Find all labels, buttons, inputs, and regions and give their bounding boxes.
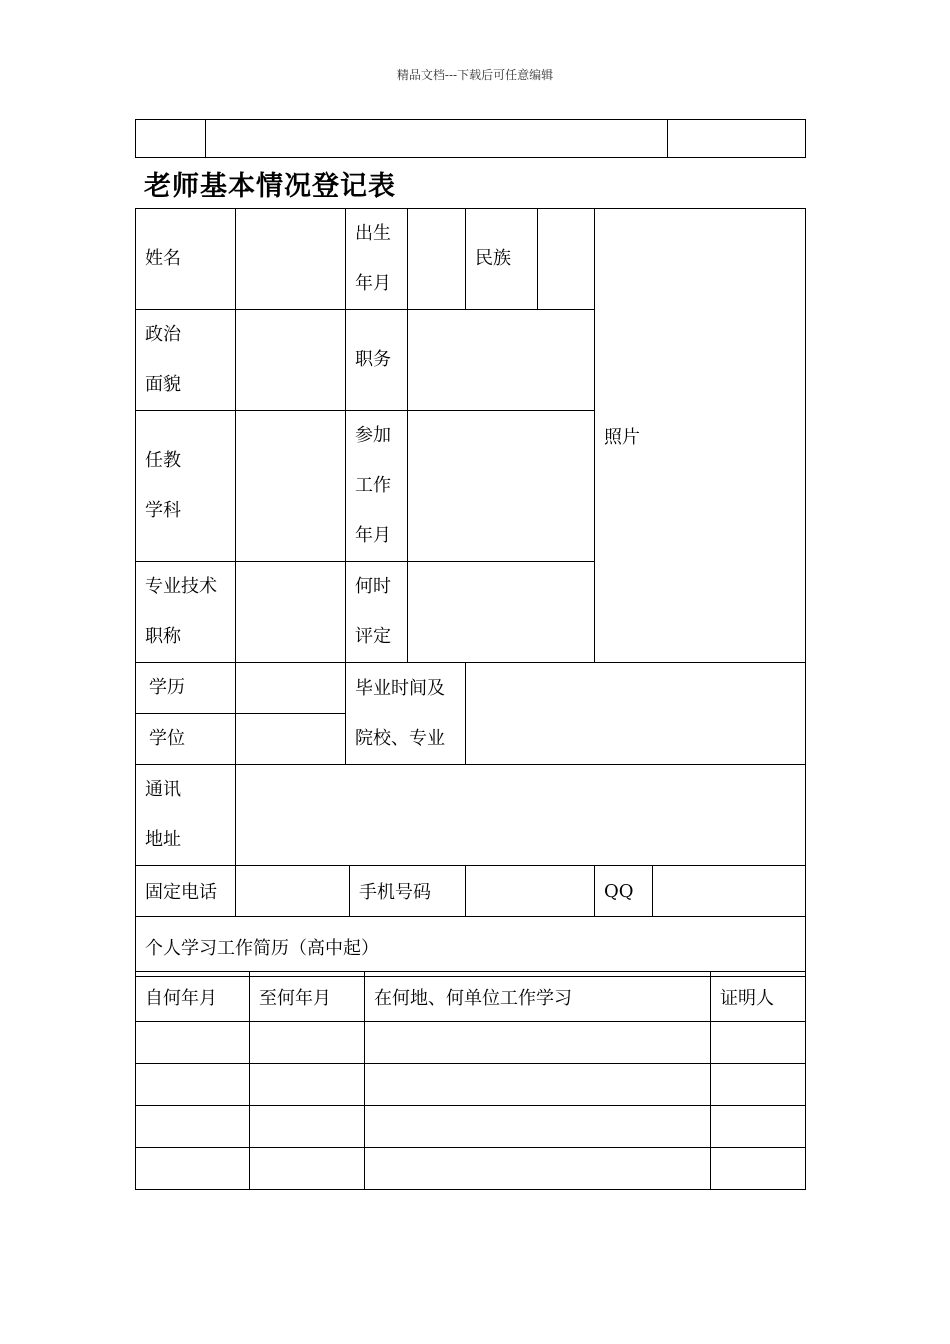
- top-cell-3[interactable]: [668, 120, 806, 158]
- where-field[interactable]: [365, 1148, 711, 1190]
- history-table: [135, 1021, 806, 1190]
- graduation-label: 毕业时间及 院校、专业: [346, 663, 466, 765]
- witness-field[interactable]: [711, 1148, 806, 1190]
- political-label: 政治 面貌: [136, 310, 236, 411]
- qq-label: QQ: [595, 866, 653, 917]
- from-field[interactable]: [136, 1106, 250, 1148]
- top-cell-1[interactable]: [136, 120, 206, 158]
- work-start-label: 参加 工作 年月: [346, 411, 408, 562]
- name-label: 姓名: [136, 209, 236, 310]
- to-field[interactable]: [250, 1106, 365, 1148]
- table-row: [136, 1064, 806, 1106]
- name-field[interactable]: [236, 209, 346, 310]
- subject-label: 任教 学科: [136, 411, 236, 562]
- address-field[interactable]: [236, 765, 806, 866]
- political-field[interactable]: [236, 310, 346, 411]
- col-where-label: 在何地、何单位工作学习: [365, 972, 711, 1022]
- from-field[interactable]: [136, 1148, 250, 1190]
- history-header-table: [135, 971, 806, 1022]
- education-field[interactable]: [236, 663, 346, 714]
- top-cell-2[interactable]: [206, 120, 668, 158]
- where-field[interactable]: [365, 1064, 711, 1106]
- from-field[interactable]: [136, 1022, 250, 1064]
- page-title: 老师基本情况登记表: [144, 171, 396, 202]
- address-label: 通讯 地址: [136, 765, 236, 866]
- subject-field[interactable]: [236, 411, 346, 562]
- mobile-label: 手机号码: [350, 866, 466, 917]
- where-field[interactable]: [365, 1106, 711, 1148]
- top-table: [135, 119, 806, 158]
- graduation-field[interactable]: [466, 663, 806, 765]
- photo-cell[interactable]: 照片: [595, 209, 806, 663]
- col-to-label: 至何年月: [250, 972, 365, 1022]
- witness-field[interactable]: [711, 1106, 806, 1148]
- degree-field[interactable]: [236, 714, 346, 765]
- where-field[interactable]: [365, 1022, 711, 1064]
- table-row: [136, 1148, 806, 1190]
- birth-label: 出生 年月: [346, 209, 408, 310]
- history-heading: 个人学习工作简历（高中起）: [136, 917, 806, 977]
- birth-field[interactable]: [408, 209, 466, 310]
- rated-label: 何时 评定: [346, 562, 408, 663]
- info-table: [135, 208, 806, 977]
- position-label: 职务: [346, 310, 408, 411]
- to-field[interactable]: [250, 1022, 365, 1064]
- table-row: [136, 1022, 806, 1064]
- ethnicity-label: 民族: [466, 209, 538, 310]
- col-witness-label: 证明人: [711, 972, 806, 1022]
- witness-field[interactable]: [711, 1022, 806, 1064]
- pro-title-field[interactable]: [236, 562, 346, 663]
- position-field[interactable]: [408, 310, 595, 411]
- col-from-label: 自何年月: [136, 972, 250, 1022]
- landline-field[interactable]: [236, 866, 350, 917]
- ethnicity-field[interactable]: [538, 209, 595, 310]
- witness-field[interactable]: [711, 1064, 806, 1106]
- mobile-field[interactable]: [466, 866, 595, 917]
- work-start-field[interactable]: [408, 411, 595, 562]
- from-field[interactable]: [136, 1064, 250, 1106]
- to-field[interactable]: [250, 1148, 365, 1190]
- header-note: 精品文档---下载后可任意编辑: [396, 68, 554, 82]
- landline-label: 固定电话: [136, 866, 236, 917]
- pro-title-label: 专业技术 职称: [136, 562, 236, 663]
- rated-field[interactable]: [408, 562, 595, 663]
- qq-field[interactable]: [653, 866, 806, 917]
- table-row: [136, 1106, 806, 1148]
- degree-label: 学位: [136, 714, 236, 765]
- education-label: 学历: [136, 663, 236, 714]
- to-field[interactable]: [250, 1064, 365, 1106]
